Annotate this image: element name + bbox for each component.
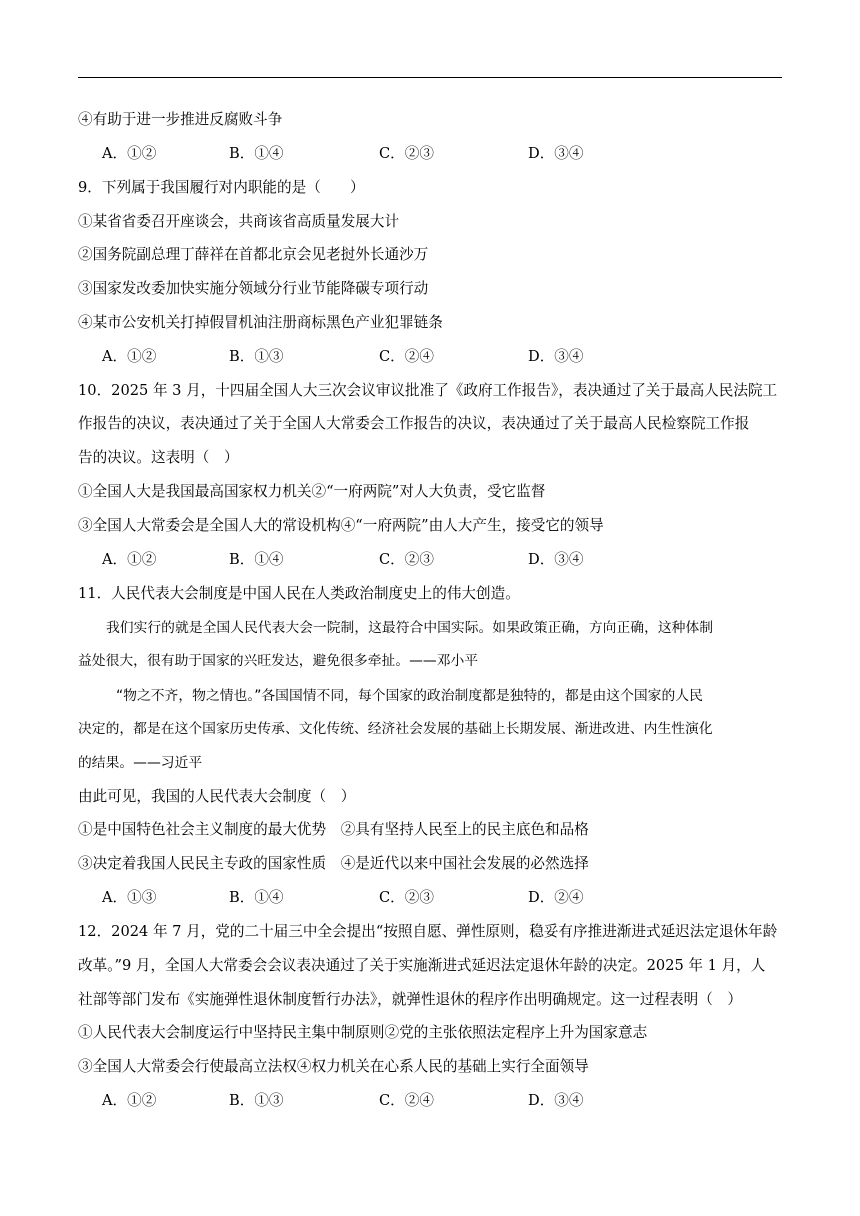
q9-options xyxy=(102,347,742,367)
q9-statement-3: ③国家发改委加快实施分领域分行业节能降碳专项行动 xyxy=(78,280,429,297)
q9-stem: 9．下列属于我国履行对内职能的是（ ） xyxy=(78,179,365,196)
q11-statements-3-4: ③决定着我国人民民主专政的国家性质 ④是近代以来中国社会发展的必然选择 xyxy=(78,855,589,872)
q11-lead: 由此可见，我国的人民代表大会制度（ ） xyxy=(78,788,356,805)
prev-options xyxy=(102,144,742,164)
q11-quote-1-line-1: 我们实行的就是全国人民代表大会一院制，这最符合中国实际。如果政策正确，方向正确，这种体制 xyxy=(106,620,714,636)
q10-stem-line-3: 告的决议。这表明（ ） xyxy=(78,449,239,466)
q12-options xyxy=(102,1091,742,1111)
option-d[interactable]: D．②④ xyxy=(528,889,584,906)
q12-statements-1-2: ①人民代表大会制度运行中坚持民主集中制原则②党的主张依照法定程序上升为国家意志 xyxy=(78,1024,648,1041)
option-a[interactable]: A．①② xyxy=(102,348,157,365)
q12-stem-line-1: 12．2024 年 7 月，党的二十届三中全会提出“按照自愿、弹性原则，稳妥有序推进渐进式延迟法定退休年龄 xyxy=(78,923,778,940)
q11-quote-2-line-1: “物之不齐，物之情也。”各国国情不同，每个国家的政治制度都是独特的，都是由这个国家的人民 xyxy=(116,688,703,704)
option-c[interactable]: C．②④ xyxy=(379,1092,434,1109)
q9-statement-1: ①某省省委召开座谈会，共商该省高质量发展大计 xyxy=(78,213,400,230)
q11-quote-2-line-3: 的结果。——习近平 xyxy=(78,755,203,771)
option-a[interactable]: A．①② xyxy=(102,1092,157,1109)
option-d[interactable]: D．③④ xyxy=(528,145,584,162)
q10-stem-line-2: 作报告的决议，表决通过了关于全国人大常委会工作报告的决议，表决通过了关于最高人民检察院工作报 xyxy=(78,415,750,432)
q10-options xyxy=(102,550,742,570)
q10-statements-3-4: ③全国人大常委会是全国人大的常设机构④“一府两院”由人大产生，接受它的领导 xyxy=(78,517,604,534)
q10-statements-1-2: ①全国人大是我国最高国家权力机关②“一府两院”对人大负责，受它监督 xyxy=(78,483,546,500)
q11-quote-1-line-2: 益处很大，很有助于国家的兴旺发达，避免很多牵扯。——邓小平 xyxy=(78,653,479,669)
q11-statements-1-2: ①是中国特色社会主义制度的最大优势 ②具有坚持人民至上的民主底色和品格 xyxy=(78,821,589,838)
q9-statement-4: ④某市公安机关打掉假冒机油注册商标黑色产业犯罪链条 xyxy=(78,314,443,331)
option-c[interactable]: C．②③ xyxy=(379,145,434,162)
option-b[interactable]: B．①④ xyxy=(229,551,284,568)
option-a[interactable]: A．①③ xyxy=(102,889,157,906)
option-a[interactable]: A．①② xyxy=(102,145,157,162)
q9-statement-2: ②国务院副总理丁薛祥在首都北京会见老挝外长通沙万 xyxy=(78,246,429,263)
prev-statement-4: ④有助于进一步推进反腐败斗争 xyxy=(78,111,283,128)
option-c[interactable]: C．②③ xyxy=(379,551,434,568)
option-b[interactable]: B．①④ xyxy=(229,889,284,906)
option-c[interactable]: C．②④ xyxy=(379,348,434,365)
header-rule xyxy=(78,77,782,78)
option-b[interactable]: B．①③ xyxy=(229,1092,284,1109)
option-b[interactable]: B．①③ xyxy=(229,348,284,365)
q12-stem-line-3: 社部等部门发布《实施弹性退休制度暂行办法》，就弹性退休的程序作出明确规定。这一过程表明（ ） xyxy=(78,991,743,1008)
q11-quote-2-line-2: 决定的，都是在这个国家历史传承、文化传统、经济社会发展的基础上长期发展、渐进改进、内生性演化 xyxy=(78,721,713,737)
option-d[interactable]: D．③④ xyxy=(528,551,584,568)
q12-stem-line-2: 改革。”9 月，全国人大常委会会议表决通过了关于实施渐进式延迟法定退休年龄的决定。2025 年 1 月，人 xyxy=(78,957,766,974)
q11-options xyxy=(102,888,742,908)
q11-stem: 11．人民代表大会制度是中国人民在人类政治制度史上的伟大创造。 xyxy=(78,585,520,602)
option-b[interactable]: B．①④ xyxy=(229,145,284,162)
option-a[interactable]: A．①② xyxy=(102,551,157,568)
option-d[interactable]: D．③④ xyxy=(528,348,584,365)
option-d[interactable]: D．③④ xyxy=(528,1092,584,1109)
q12-statements-3-4: ③全国人大常委会行使最高立法权④权力机关在心系人民的基础上实行全面领导 xyxy=(78,1058,589,1075)
q10-stem-line-1: 10．2025 年 3 月，十四届全国人大三次会议审议批准了《政府工作报告》，表决通过了关于最高人民法院工 xyxy=(78,382,778,399)
option-c[interactable]: C．②③ xyxy=(379,889,434,906)
